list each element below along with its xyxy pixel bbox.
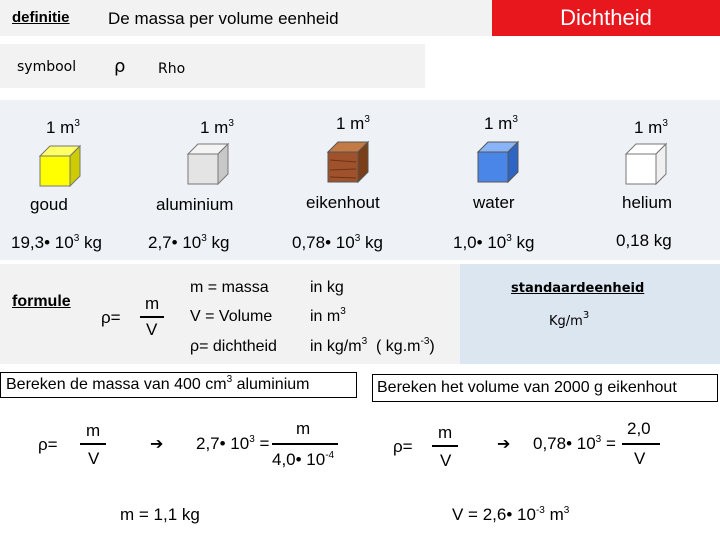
def-dichtheid-unit: in $kg/m^3$ ( $kg.m^{-3}$) [310,336,435,355]
ex2-rho: ρ= [393,437,413,456]
volume-label: 1 $m^3$ [336,114,370,133]
ex2-rhs-denominator: V [634,449,646,468]
material-density: 2,7• $10^3$ kg [148,233,230,252]
definitie-label: definitie [12,9,70,26]
ex1-rhs-fraction-line [272,443,338,445]
page-title: Dichtheid [492,0,720,36]
exercise2-question: Bereken het volume van 2000 g eikenhout [377,379,677,396]
exercise1-question: Bereken de massa van 400 $cm^3$ aluminium [6,374,310,393]
def-volume: V = Volume [190,308,273,325]
material-density: 19,3• $10^3$ kg [11,233,102,252]
ex2-rhs-fraction-line [622,443,660,445]
ex2-denominator: V [440,451,452,470]
formula-denominator: V [146,320,158,339]
ex1-numerator: m [86,421,101,440]
aluminium-cube-icon [186,142,230,186]
ex1-rhs-numerator: m [296,419,311,438]
volume-label: 1 $m^3$ [46,118,80,137]
def-dichtheid: ρ= dichtheid [190,338,277,355]
material-name: aluminium [156,195,234,214]
def-massa-unit: in kg [310,279,344,296]
volume-label: 1 $m^3$ [200,118,234,137]
gold-cube-icon [38,144,82,188]
ex2-fraction-line [432,445,458,447]
standaard-value: $Kg/m^3$ [549,310,590,329]
symbool-value: ρ [114,56,126,77]
ex2-result: V = 2,6• $10^{-3}$ $m^3$ [452,505,570,524]
definitie-text: De massa per volume eenheid [108,9,339,28]
ex2-numerator: m [438,423,453,442]
ex1-lhs: 2,7• $10^3$ = [196,434,270,453]
formula-rho: ρ= [101,308,121,327]
material-name: eikenhout [306,193,380,212]
def-volume-unit: in $m^3$ [310,306,346,325]
ex2-rhs-numerator: 2,0 [627,419,651,438]
helium-cube-icon [624,142,668,186]
volume-label: 1 $m^3$ [484,114,518,133]
ex1-denominator: V [88,449,100,468]
ex1-result: m = 1,1 kg [120,505,200,524]
formula-numerator: m [145,294,160,313]
water-cube-icon [476,140,520,184]
def-massa: m = massa [190,279,269,296]
standaard-label: standaardeenheid [511,281,645,296]
volume-label: 1 $m^3$ [634,118,668,137]
formule-label: formule [12,293,71,310]
material-density: 1,0• $10^3$ kg [453,233,535,252]
ex1-rho: ρ= [38,435,58,454]
ex1-arrow-icon: ➔ [150,436,164,453]
ex2-lhs: 0,78• $10^3$ = [533,434,616,453]
material-name: helium [622,193,673,212]
material-density: 0,78• $10^3$ kg [292,233,383,252]
ex1-rhs-denominator: 4,0• $10^{-4}$ [272,450,335,469]
material-density: 0,18 kg [616,231,672,250]
ex1-fraction-line [80,443,106,445]
material-name: goud [30,195,68,214]
formula-fraction-line [140,316,164,318]
material-name: water [473,193,515,212]
symbool-name: Rho [158,61,186,77]
wood-cube-icon [326,140,370,184]
symbool-label: symbool [17,59,77,75]
standard-band [460,264,720,364]
ex2-arrow-icon: ➔ [497,436,511,453]
